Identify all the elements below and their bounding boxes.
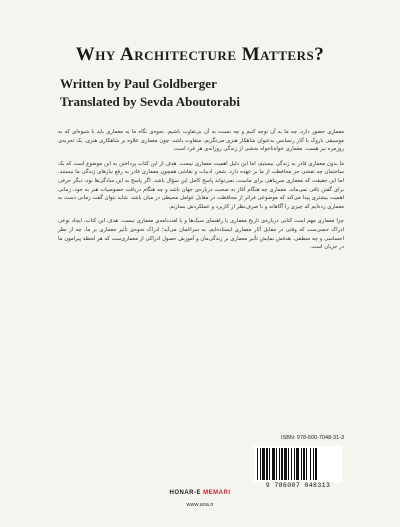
publisher-name-part2: MEMARI xyxy=(203,490,231,496)
isbn-text: ISBN: 978-600-7048-31-3 xyxy=(281,435,344,441)
barcode-bars xyxy=(254,446,342,482)
synopsis-paragraph: ما بدون معماری قادر به زندگی نیستیم، اما این دلیل اهمیت معماری نیست. هدف از این کتاب پرداختن به این موضوع است که یک ساختمان چه نقشی جز محافظت از ما بر عهده دارد. شعر، ادبیات و نقاشی همچون معماری قادر به رفع نیازهای زندگی ما نیستند. اما این حقیقت که معماری سرپناهی برای ماست، نمی‌تواند پاسخ کامل این سؤال باشد. اگر پاسخ به این سادگی‌ها بود، دیگر حرفی برای گفتن باقی نمی‌ماند. معماری چه هنگام آغاز به صحبت درباره‌ی جهان باشد و چه هنگام دریافت خصوصیات هنر به خود، زمانی اهمیت بیشتری پیدا می‌کند که موضوعی فراتر از محافظت در مقابل عوامل محیطی در میان باشد. شاید بتوان گفت زمانی دست به معماری زده‌ایم که چیزی را آگاهانه و با صرف‌نظر از کاربرد و عملکردش بسازیم. xyxy=(58,160,344,210)
publisher-website: www.aoa.ir xyxy=(186,502,214,508)
publisher-logo xyxy=(0,490,400,496)
synopsis-paragraph: معماری حضور دارد، چه ما به آن توجه کنیم و چه نسبت به آن بی‌تفاوت باشیم. نحوه‌ی نگاه ما به معماری باید با شیوه‌ای که به موسیقی باروک یا آثار رنسانس به‌عنوان شاهکار هنری می‌نگریم، متفاوت باشد، چون معماری علاوه بر شاهکاری هنری، یک تجربه‌ی روزمره نیز هست. معماری خواه‌ناخواه بخشی از زندگی روزانه‌ی هر فرد است. xyxy=(58,129,344,153)
barcode xyxy=(254,446,342,482)
translator-label: Translated by xyxy=(60,94,137,109)
synopsis-text xyxy=(58,128,344,258)
book-title: Why Architecture Matters? xyxy=(75,44,325,65)
translator-line xyxy=(60,94,240,110)
barcode-number: 9 786007 048313 xyxy=(265,482,331,489)
publisher-name-part1: HONAR-E xyxy=(169,490,201,496)
author-line xyxy=(60,76,217,92)
author-name: Paul Goldberger xyxy=(124,76,217,91)
author-label: Written by xyxy=(60,76,121,91)
synopsis-paragraph: چرا معماری مهم است کتابی درباره‌ی تاریخ معماری یا راهنمای سبک‌ها و یا لغت‌نامه‌ی معماری نیست. هدف این کتاب، ایجاد نوعی ادراک حسی‌ست که وقتی در مقابل آثار معماری ایستاده‌ایم، به سراغمان می‌آید؛ ادراک نحوه‌ی تأثیر معماری بر ما، چه از نظر احساسی و چه منطقی. هدفش نمایش تأثیر معماری بر زندگی‌مان و آموزش حصول ادراکی از معماری‌ست که هر لحظه پیرامون ما در جریان است. xyxy=(58,218,344,251)
translator-name: Sevda Aboutorabi xyxy=(139,94,240,109)
